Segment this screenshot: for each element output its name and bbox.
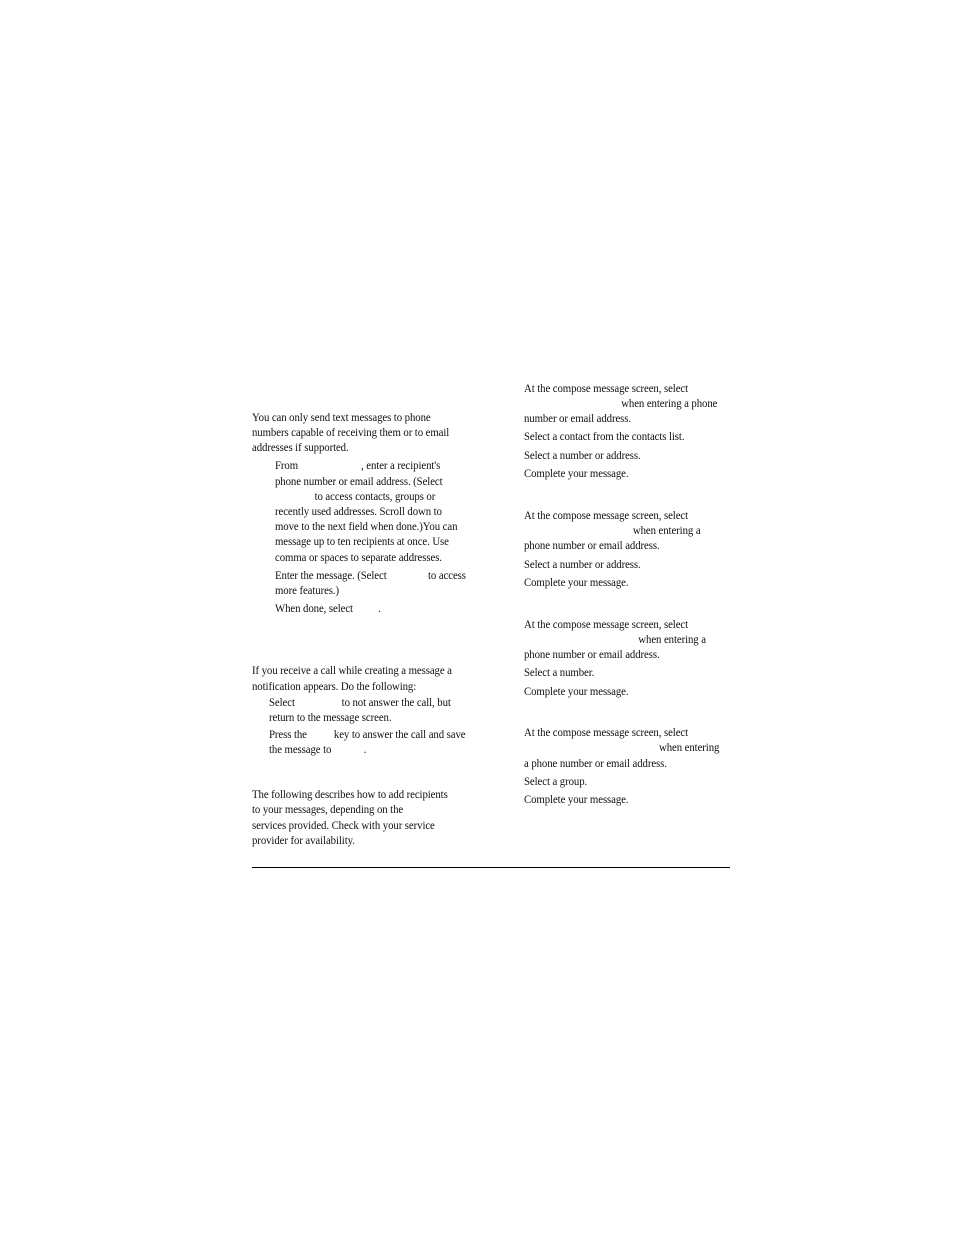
text-fragment: , enter a recipient's	[361, 458, 441, 472]
text-line	[269, 695, 451, 710]
text-fragment: Enter the message. (Select	[275, 568, 387, 582]
text-line: Select a group.	[524, 774, 588, 788]
text-line: Select a contact from the contacts list.	[524, 429, 685, 443]
text-line	[269, 742, 366, 757]
text-line: At the compose message screen, select	[524, 725, 689, 739]
text-line: At the compose message screen, select	[524, 617, 689, 631]
text-line: phone number or email address. (Select	[275, 474, 443, 488]
text-line: phone number or email address.	[524, 647, 660, 661]
text-line	[275, 458, 440, 473]
text-line: to your messages, depending on the	[252, 802, 404, 816]
text-line	[524, 632, 706, 647]
text-line: number or email address.	[524, 411, 632, 425]
text-line: numbers capable of receiving them or to email	[252, 425, 450, 439]
text-line: move to the next field when done.)You can	[275, 519, 458, 533]
text-fragment: the message to	[269, 742, 332, 756]
text-fragment: When done, select	[275, 601, 353, 615]
text-fragment: to access	[428, 568, 466, 582]
text-line	[524, 396, 717, 411]
text-fragment: .	[378, 601, 381, 615]
text-line: services provided. Check with your service	[252, 818, 435, 832]
text-line	[275, 601, 381, 616]
text-fragment: when entering	[659, 740, 720, 754]
text-line: more features.)	[275, 583, 340, 597]
text-line: addresses if supported.	[252, 440, 349, 454]
text-line: Complete your message.	[524, 466, 629, 480]
text-line: notification appears. Do the following:	[252, 679, 417, 693]
text-fragment: key to answer the call and save	[333, 727, 466, 741]
footer-rule	[252, 867, 730, 868]
text-line: comma or spaces to separate addresses.	[275, 550, 442, 564]
text-line: Select a number.	[524, 665, 595, 679]
text-line	[524, 523, 701, 538]
text-line: You can only send text messages to phone	[252, 410, 431, 424]
text-line: return to the message screen.	[269, 710, 392, 724]
text-line	[275, 568, 466, 583]
text-fragment: when entering a	[632, 523, 701, 537]
text-fragment: .	[363, 742, 367, 756]
text-fragment: to not answer the call, but	[341, 695, 451, 709]
text-fragment: when entering a phone	[621, 396, 718, 410]
text-line: recently used addresses. Scroll down to	[275, 504, 442, 518]
text-line: message up to ten recipients at once. Use	[275, 534, 449, 548]
text-line: Select a number or address.	[524, 448, 641, 462]
text-line: Complete your message.	[524, 575, 629, 589]
text-line: The following describes how to add recipients	[252, 787, 448, 801]
text-line: provider for availability.	[252, 833, 355, 847]
text-line: a phone number or email address.	[524, 756, 667, 770]
text-fragment: to access contacts, groups or	[314, 489, 436, 503]
text-fragment: Select	[269, 695, 295, 709]
text-fragment: From	[275, 458, 299, 472]
text-line	[524, 740, 719, 755]
text-line: Complete your message.	[524, 684, 629, 698]
text-line: At the compose message screen, select	[524, 508, 689, 522]
text-line: At the compose message screen, select	[524, 381, 689, 395]
text-fragment: when entering a	[638, 632, 706, 646]
text-line: If you receive a call while creating a message a	[252, 663, 452, 677]
text-line	[275, 489, 435, 504]
text-line: Complete your message.	[524, 792, 629, 806]
text-line: Select a number or address.	[524, 557, 641, 571]
text-line	[269, 727, 465, 742]
text-line: phone number or email address.	[524, 538, 660, 552]
text-fragment: Press the	[269, 727, 307, 741]
